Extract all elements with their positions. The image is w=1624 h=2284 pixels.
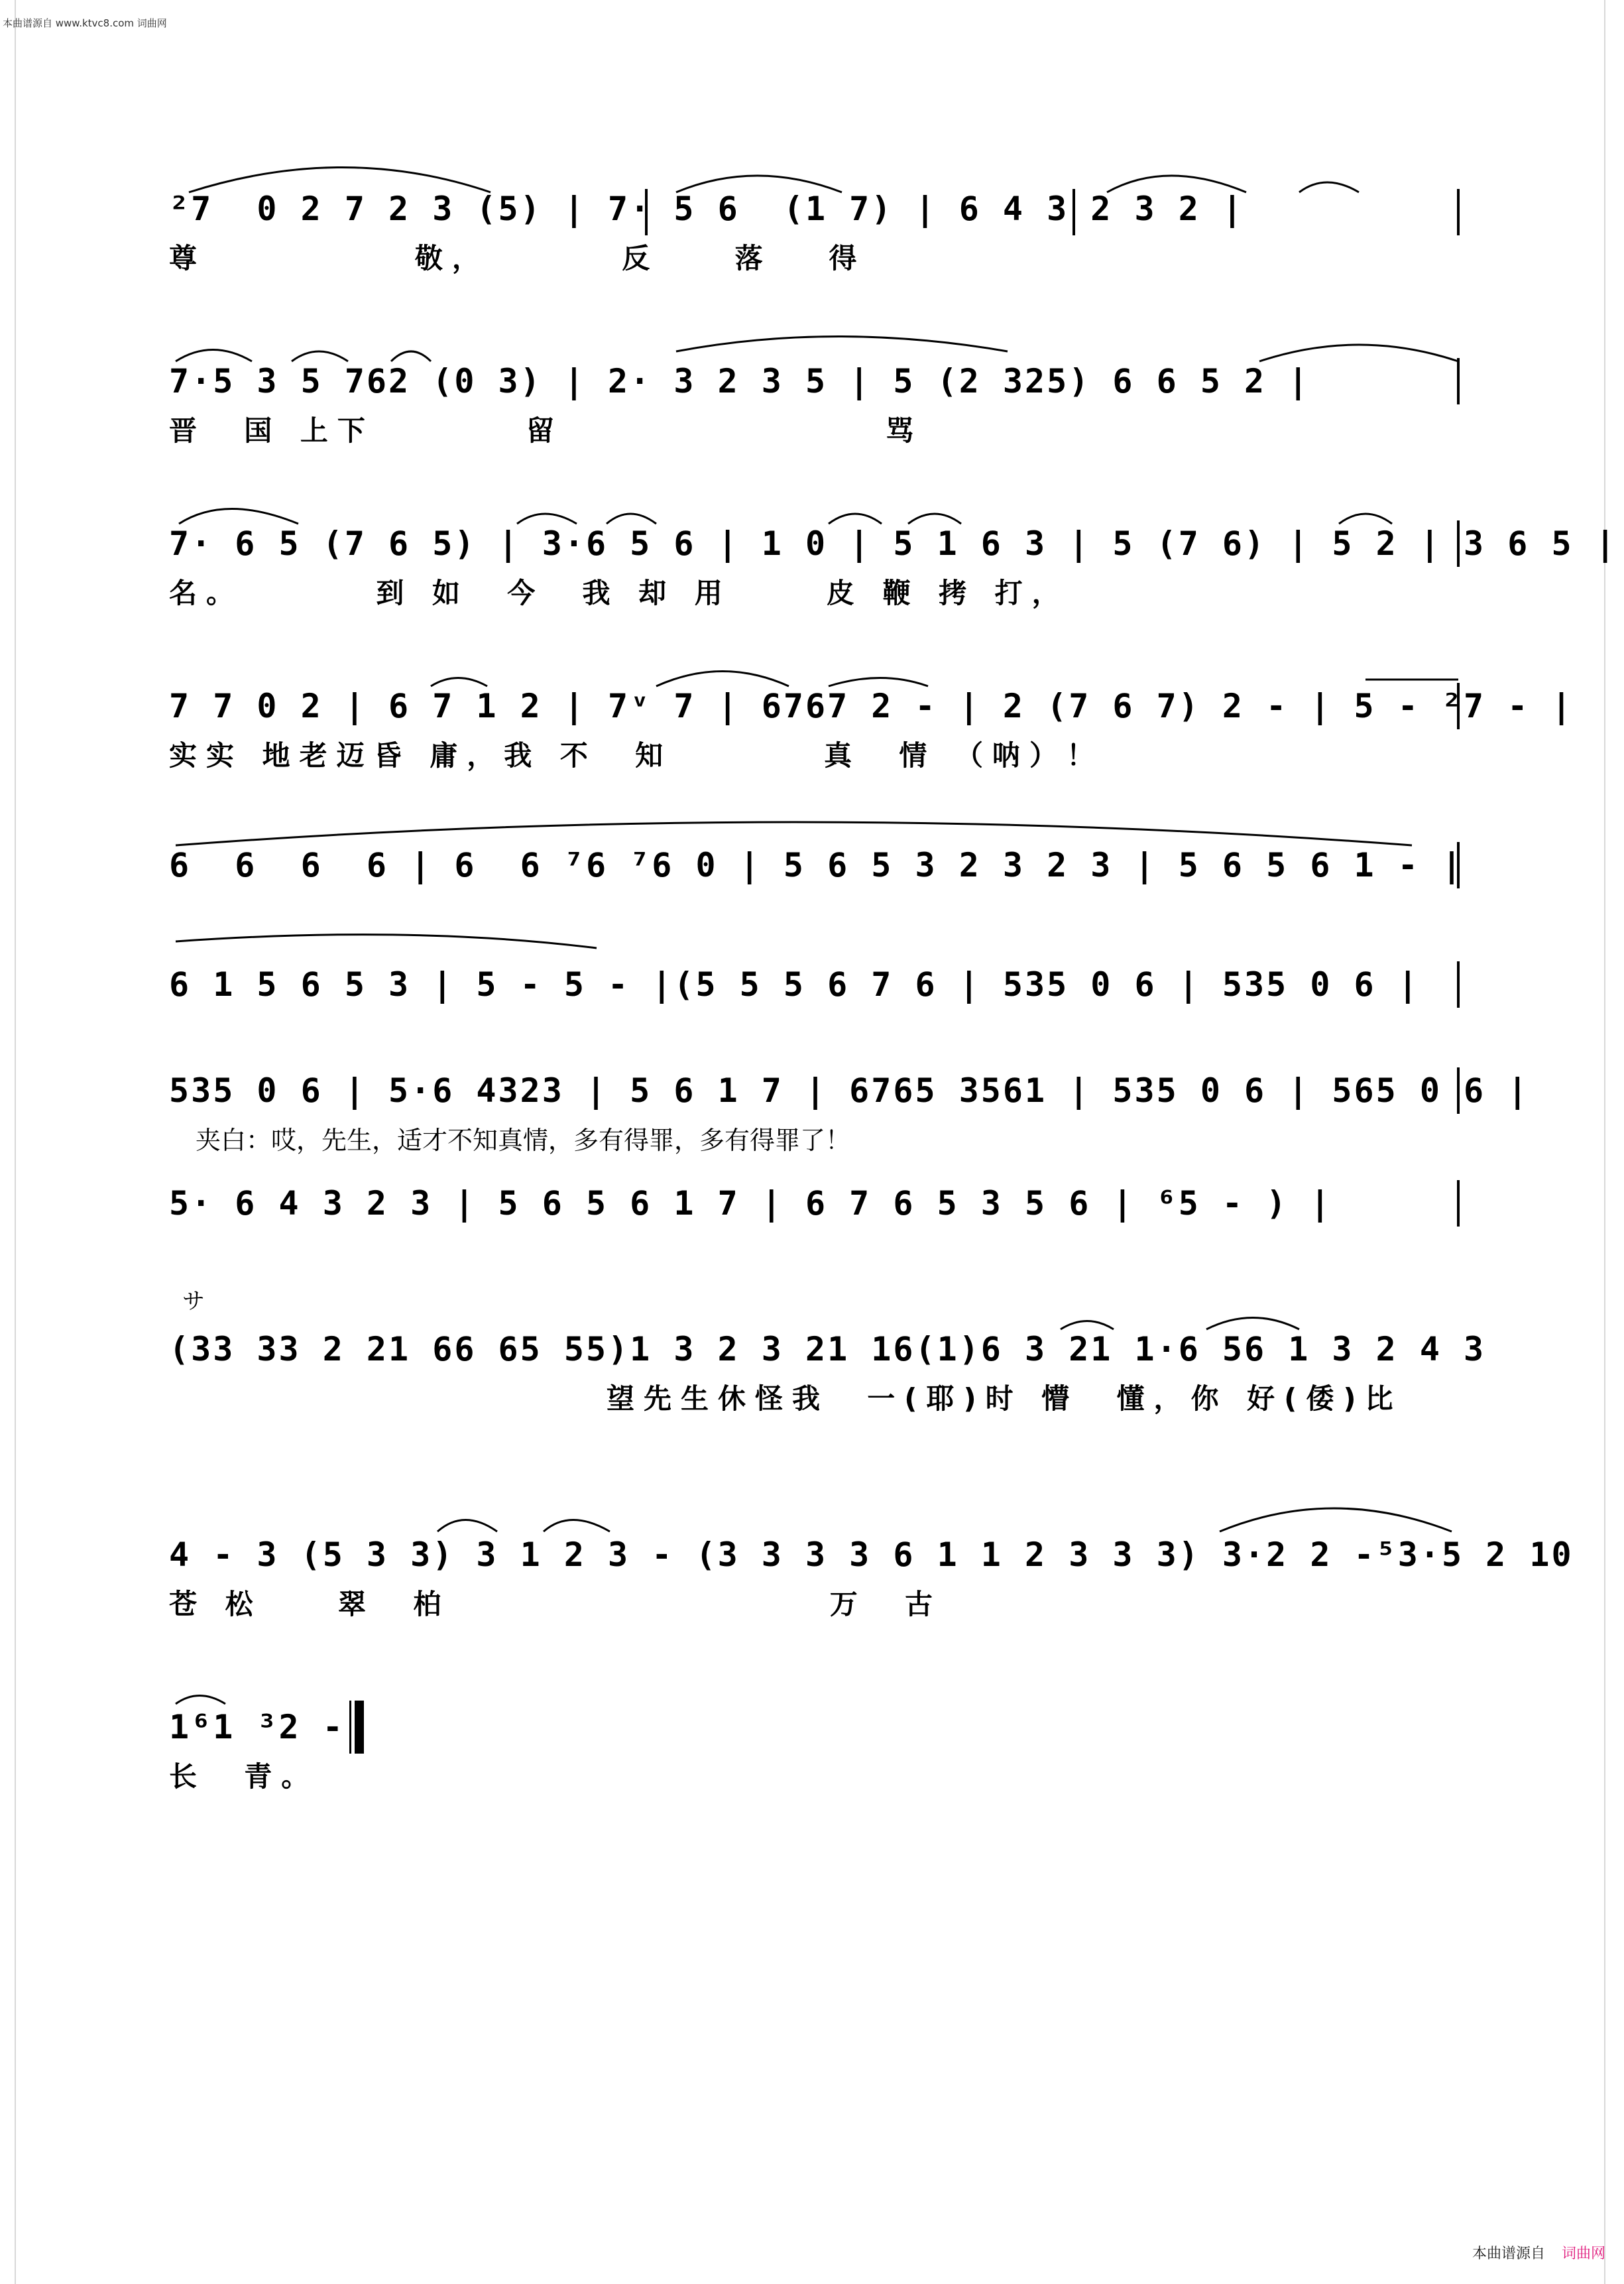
- notes-row: 6 1 5 6 5 3 | 5 - 5 - |(5 5 5 6 7 6 | 535 0 6 | 535 0 6 |: [169, 965, 1420, 1004]
- lyrics-row: 晋 国 上下 留 骂: [169, 414, 923, 447]
- lyrics-row: 望先生休怪我 一(耶)时 懵 懂，你 好(倭)比: [607, 1382, 1403, 1415]
- score-line-10: [169, 1525, 1574, 1624]
- lyrics-row: 苍 松 翠 柏 万 古: [169, 1588, 943, 1620]
- notes-row: 5· 6 4 3 2 3 | 5 6 5 6 1 7 | 6 7 6 5 3 5 6 | ⁶5 - ) |: [169, 1184, 1332, 1223]
- notes-row: 7·5 3 5 762 (0 3) | 2· 3 2 3 5 | 5 (2 325) 6 6 5 2 |: [169, 362, 1310, 400]
- notes-row: 7 7 0 2 | 6 7 1 2 | 7ᵛ 7 | 6767 2 - | 2 (7 6 7) 2 - | 5 - ²7 - |: [169, 687, 1574, 725]
- notes-row: 535 0 6 | 5·6 4323 | 5 6 1 7 | 6765 3561 | 535 0 6 | 565 0 6 |: [169, 1071, 1530, 1110]
- notes-row: ²7 0 2 7 2 3 (5) | 7· 5 6 (1 7) | 6 4 3 2 3 2 |: [169, 190, 1245, 228]
- free-tempo-mark: サ: [182, 1288, 205, 1315]
- score-line-7: [169, 1061, 1530, 1160]
- score-line-3: [169, 514, 1617, 613]
- lyrics-row: 实实 地老迈昏 庸，我 不 知 真 情 （呐）！: [169, 739, 1104, 772]
- final-barline-thick: [355, 1701, 364, 1754]
- score-line-4: [169, 676, 1574, 776]
- source-note: 本曲谱源自 www.ktvc8.com 词曲网: [3, 17, 167, 29]
- lyrics-row: 尊 敬， 反 落 得: [169, 242, 866, 274]
- final-barline-thin: [349, 1701, 351, 1754]
- footer-source: [1472, 2242, 1605, 2263]
- score-line-8: [169, 1173, 1462, 1233]
- lyrics-row: 长 青。: [169, 1760, 319, 1793]
- notes-row: 6 6 6 6 | 6 6 ⁷6 ⁷6 0 | 5 6 5 3 2 3 2 3 | 5 6 5 6 1 - |: [169, 846, 1464, 884]
- score-line-1: [169, 179, 1462, 278]
- footer-site-link[interactable]: 词曲网: [1561, 2246, 1605, 2262]
- notes-row: 4 - 3 (5 3 3) 3 1 2 3 - (3 3 3 3 6 1 1 2 3 3 3) 3·2 2 -⁵3·5 2 10: [169, 1535, 1574, 1574]
- spoken-dialogue: 夹白：哎，先生，适才不知真情，多有得罪，多有得罪了！: [196, 1126, 851, 1155]
- score-line-5: [169, 835, 1462, 895]
- score-line-9: [169, 1319, 1486, 1419]
- footer-source-label: 本曲谱源自: [1472, 2246, 1545, 2262]
- score-line-2: [169, 351, 1462, 451]
- lyrics-row: 名。 到 如 今 我 却 用 皮 鞭 拷 打，: [169, 577, 1069, 609]
- notes-row: 1⁶1 ³2 -: [169, 1708, 345, 1746]
- notes-row: (33 33 2 21 66 65 55)1 3 2 3 21 16(1)6 3 21 1·6 56 1 3 2 4 3: [169, 1330, 1486, 1368]
- notes-row: 7· 6 5 (7 6 5) | 3·6 5 6 | 1 0 | 5 1 6 3 | 5 (7 6) | 5 2 | 3 6 5 |: [169, 524, 1617, 563]
- score-line-6: [169, 955, 1462, 1014]
